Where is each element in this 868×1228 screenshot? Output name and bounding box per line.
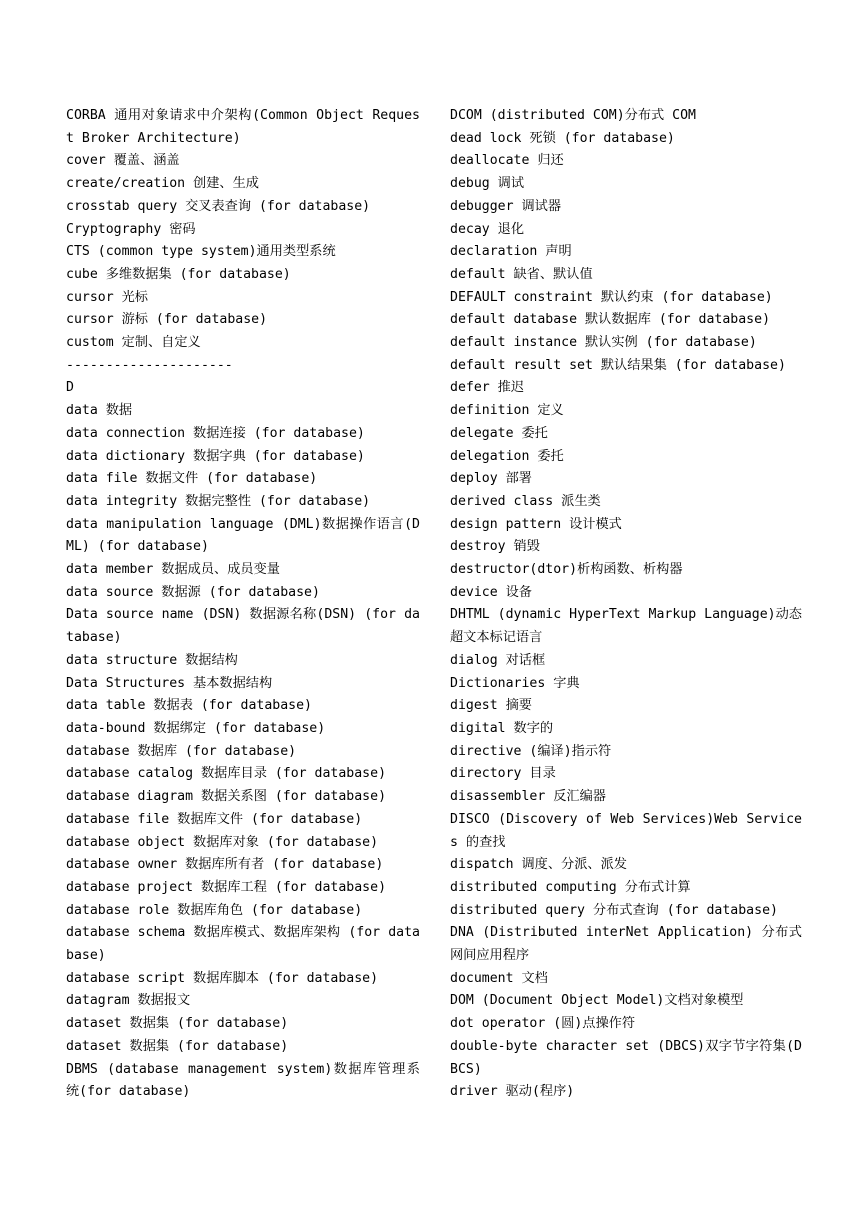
- glossary-entry: deploy 部署: [450, 471, 532, 487]
- glossary-entry: Dictionaries 字典: [450, 675, 580, 691]
- glossary-entry: design pattern 设计模式: [450, 516, 622, 532]
- glossary-entry: data source 数据源 (for database): [66, 584, 320, 600]
- glossary-entry: digital 数字的: [450, 720, 554, 736]
- glossary-entry: double-byte character set (DBCS)双字节字符集(DBCS): [450, 1038, 802, 1077]
- glossary-entry: database owner 数据库所有者 (for database): [66, 857, 384, 873]
- glossary-entry: database 数据库 (for database): [66, 743, 297, 759]
- glossary-entry: definition 定义: [450, 403, 564, 419]
- glossary-entry: decay 退化: [450, 221, 525, 237]
- glossary-entry: digest 摘要: [450, 698, 532, 714]
- glossary-entry: defer 推迟: [450, 380, 525, 396]
- glossary-entry: dialog 对话框: [450, 652, 546, 668]
- glossary-entry: document 文档: [450, 970, 548, 986]
- glossary-entry: DISCO (Discovery of Web Services)Web Services 的查找: [450, 811, 802, 850]
- glossary-entry: data structure 数据结构: [66, 652, 238, 668]
- glossary-entry: database catalog 数据库目录 (for database): [66, 766, 387, 782]
- glossary-entry: declaration 声明: [450, 244, 572, 260]
- glossary-entry: database project 数据库工程 (for database): [66, 879, 387, 895]
- glossary-entry: default instance 默认实例 (for database): [450, 335, 757, 351]
- right-glossary-column: [450, 105, 802, 1104]
- glossary-entry: data dictionary 数据字典 (for database): [66, 448, 365, 464]
- glossary-entry: default result set 默认结果集 (for database): [450, 357, 786, 373]
- glossary-entry: data-bound 数据绑定 (for database): [66, 720, 326, 736]
- glossary-entry: data 数据: [66, 403, 133, 419]
- glossary-entry: distributed computing 分布式计算: [450, 879, 691, 895]
- glossary-entry: dot operator (圆)点操作符: [450, 1016, 636, 1032]
- glossary-entry: directive (编译)指示符: [450, 743, 612, 759]
- glossary-entry: dead lock 死锁 (for database): [450, 130, 675, 146]
- glossary-entry: debug 调试: [450, 176, 525, 192]
- glossary-entry: DOM (Document Object Model)文档对象模型: [450, 993, 744, 1009]
- glossary-entry: DCOM (distributed COM)分布式 COM: [450, 108, 696, 123]
- glossary-entry: database diagram 数据关系图 (for database): [66, 789, 387, 805]
- glossary-entry: dataset 数据集 (for database): [66, 1038, 289, 1054]
- glossary-entry: dispatch 调度、分派、派发: [450, 857, 627, 873]
- glossary-entry: delegation 委托: [450, 448, 564, 464]
- glossary-entry: destructor(dtor)析构函数、析构器: [450, 562, 683, 578]
- glossary-entry: datagram 数据报文: [66, 993, 191, 1009]
- glossary-entry: deallocate 归还: [450, 153, 564, 169]
- glossary-entry: cover 覆盖、涵盖: [66, 153, 180, 169]
- glossary-entry: CTS (common type system)通用类型系统: [66, 244, 336, 260]
- glossary-entry: debugger 调试器: [450, 198, 562, 214]
- glossary-entry: cursor 光标: [66, 289, 148, 305]
- glossary-entry: data manipulation language (DML)数据操作语言(DML) (for database): [66, 516, 420, 555]
- glossary-entry: database script 数据库脚本 (for database): [66, 970, 379, 986]
- glossary-entry: distributed query 分布式查询 (for database): [450, 902, 778, 918]
- glossary-entry: database object 数据库对象 (for database): [66, 834, 379, 850]
- glossary-entry: database role 数据库角色 (for database): [66, 902, 363, 918]
- glossary-entry: database schema 数据库模式、数据库架构 (for database): [66, 925, 420, 964]
- glossary-entry: cursor 游标 (for database): [66, 312, 268, 328]
- glossary-entry: cube 多维数据集 (for database): [66, 266, 291, 282]
- glossary-entry: destroy 销毁: [450, 539, 540, 555]
- glossary-entry: data table 数据表 (for database): [66, 698, 312, 714]
- glossary-entry: database file 数据库文件 (for database): [66, 811, 363, 827]
- glossary-entry: ---------------------: [66, 357, 233, 373]
- glossary-entry: dataset 数据集 (for database): [66, 1016, 289, 1032]
- glossary-entry: derived class 派生类: [450, 493, 601, 509]
- glossary-entry: delegate 委托: [450, 425, 548, 441]
- glossary-entry: custom 定制、自定义: [66, 335, 201, 351]
- glossary-entry: Data Structures 基本数据结构: [66, 675, 273, 691]
- glossary-entry: default 缺省、默认值: [450, 266, 593, 282]
- glossary-entry: Data source name (DSN) 数据源名称(DSN) (for database): [66, 607, 420, 646]
- left-glossary-column: [66, 105, 420, 1104]
- glossary-entry: directory 目录: [450, 766, 556, 782]
- glossary-entry: data integrity 数据完整性 (for database): [66, 493, 371, 509]
- glossary-entry: create/creation 创建、生成: [66, 176, 259, 192]
- glossary-entry: data connection 数据连接 (for database): [66, 425, 365, 441]
- glossary-entry: device 设备: [450, 584, 532, 600]
- glossary-entry: data file 数据文件 (for database): [66, 471, 318, 487]
- glossary-entry: DBMS (database management system)数据库管理系统(for database): [66, 1061, 420, 1100]
- glossary-entry: DHTML (dynamic HyperText Markup Language)动态超文本标记语言: [450, 607, 802, 646]
- glossary-entry: DEFAULT constraint 默认约束 (for database): [450, 289, 773, 305]
- glossary-entry: default database 默认数据库 (for database): [450, 312, 771, 328]
- glossary-entry: data member 数据成员、成员变量: [66, 562, 280, 578]
- glossary-entry: Cryptography 密码: [66, 221, 196, 237]
- glossary-entry: driver 驱动(程序): [450, 1084, 575, 1100]
- glossary-entry: D: [66, 380, 74, 396]
- glossary-entry: DNA (Distributed interNet Application) 分布式网间应用程序: [450, 925, 802, 964]
- glossary-entry: disassembler 反汇编器: [450, 789, 606, 805]
- glossary-entry: CORBA 通用对象请求中介架构(Common Object Request Broker Architecture): [66, 108, 420, 146]
- glossary-entry: crosstab query 交叉表查询 (for database): [66, 198, 371, 214]
